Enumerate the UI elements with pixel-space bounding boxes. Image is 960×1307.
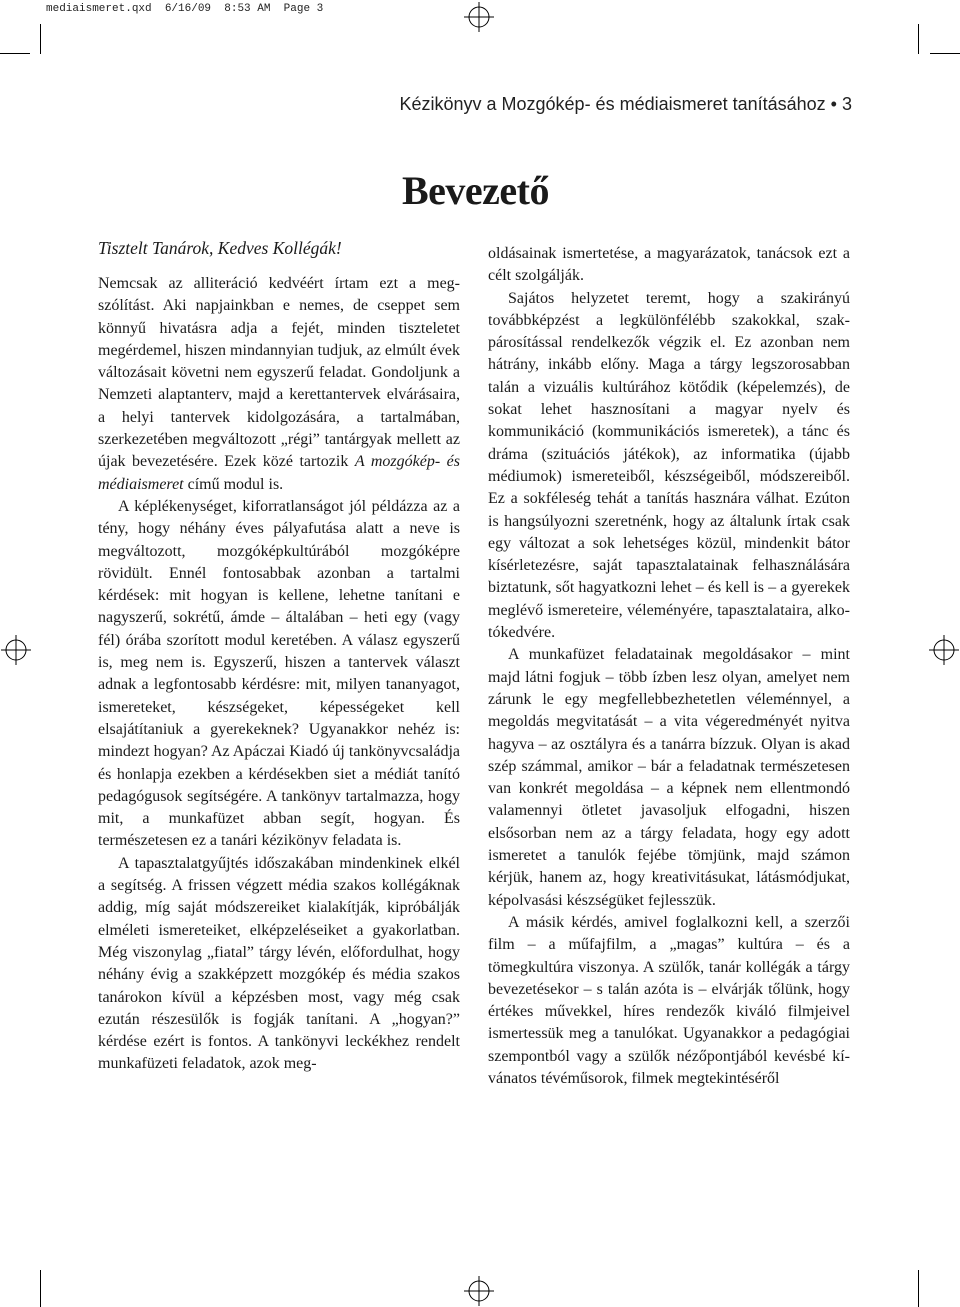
crop-mark-top-left bbox=[40, 24, 41, 54]
left-paragraph-2: A képlékenységet, kiforratlanságot jól példázza az a tény, hogy néhány éves pályafutása alatt a neve is megváltozott, mozgóképkultúrából mozgóképre rövidült. Ennél fontosabbak azonban a tartalmi kérdések: mit hogyan is kellene, lehetne tanítani e nagyszerű, sokrétű, ámde – általában – heti egy (vagy fél) órába szorított modul keretében. A válasz egyszerű is, meg nem is. Egyszerű, hiszen a tantervek választ adnak a legfontosabb kérdésre: mit, milyen tananyagot, ismereteket, készségeket, képességeket kell elsajátítaniuk a gyerekeknek? Ugyanakkor nehéz is: mindezt hogyan? Az Apáczai Kiadó új tankönyvcsaládja és honlapja ezekben a kérdésekben siet a médiát tanító pedagógusok segítségére. A tankönyv tartalmazza, hogy mit, a munkafüzet abban segít, hogyan. És természetesen ez a tanári kézikönyv feladata is. bbox=[98, 497, 460, 850]
print-slug-line bbox=[46, 3, 323, 15]
registration-mark-right bbox=[929, 635, 959, 665]
crop-mark-top-right bbox=[918, 24, 919, 54]
registration-mark-top bbox=[464, 2, 494, 32]
left-paragraph-1-text-b: című modul is. bbox=[183, 475, 284, 493]
running-head: Kézikönyv a Mozgókép- és médiaismeret tanításához • 3 bbox=[399, 94, 852, 114]
left-paragraph-1-text-a: Nemcsak az alliteráció kedvéért írtam ezt a megszólítást. Aki napjainkban e nemes, de cseppet sem könnyű hivatásra adja a fejét, minden tiszteletet megérdemel, hiszen mindannyian tudjuk, az elmúlt évek változásait követni nem egyszerű feladat. Gondoljunk a Nemzeti alaptanterv, majd a kerettantervek elvárásaira, a helyi tantervek kidolgozására, a tartalmában, szerkezetében megváltozott „régi” tantárgyak mellett az újak bevezetésére. Ezek közé tartozik bbox=[98, 275, 460, 471]
crop-mark-top-right-h bbox=[930, 53, 960, 54]
right-paragraph-2: A munkafüzet feladatainak megoldásakor – mint majd látni fogjuk – több ízben lesz olyan, amelyet nem zárunk le egy megfellebbezhetetlen véleménnyel, a megoldás megvitatását – a vita végeredményét nyitva hagyva – az osztályra és a tanárra bízzuk. Olyan is akad szép számmal, amikor – bár a feladatnak természetesen van konkrét megoldása – a képnek nem ellentmondó valamennyi ötletet javasoljuk elfogadni, hiszen elsősorban nem az a tárgy feladata, hogy egy adott ismeretet a tanulók fejébe tömjünk, majd számon kérjük, hanem az, hogy kreativitásukat, látásmódjukat, képolvasási készségüket fejlesszük. bbox=[488, 646, 850, 909]
registration-mark-left bbox=[1, 635, 31, 665]
left-column bbox=[98, 236, 460, 1076]
module-name-emphasis: A mozgókép- és médiaismeret bbox=[98, 453, 461, 493]
slug-date: 6/16/09 bbox=[164, 3, 212, 15]
crop-mark-top-left-h bbox=[0, 53, 30, 54]
right-paragraph-3: A másik kérdés, amivel foglalkozni kell, a szerzői film – a műfajfilm, a „magas” kultúra – és a tömegkultúra viszonya. A szülők, tanár kollégák a tárgy bevezetésekor – s talán azóta is – elvárják tőlünk, hogy értékes művekkel, híres rendezők kiváló filmjeivel ismertessük meg a tanulókat. Ugyanakkor a pedagógiai szempontból vagy a szülők nézőpontjából kevésbé kívánatos tévéműsorok, filmek megtekintéséről bbox=[488, 913, 850, 1087]
left-paragraph-1 bbox=[98, 273, 460, 496]
registration-mark-bottom bbox=[464, 1276, 494, 1306]
page-title: Bevezető bbox=[401, 167, 549, 213]
crop-mark-bottom-right bbox=[918, 1270, 919, 1307]
right-column bbox=[488, 243, 850, 1090]
slug-file: mediaismeret.qxd bbox=[46, 3, 152, 15]
crop-mark-bottom-left bbox=[40, 1270, 41, 1307]
right-paragraph-0: oldásainak ismertetése, a magyarázatok, tanácsok ezt a célt szolgálják. bbox=[488, 245, 850, 285]
left-paragraph-3: A tapasztalatgyűjtés időszakában mindenkinek elkél a segítség. A frissen végzett média szakos kollégáknak addig, míg saját módszereiket kialakítják, kipróbálják elméleti ismereteiket, elképzeléseiket a gyakorlatban. Még viszonylag „fiatal” tárgy lévén, előfordulhat, hogy néhány évig a szakképzett mozgókép és média szakos tanárokon kívül a képzésben most, vagy még csak ezután részesülők is fogják tanítani. A „hogyan?” kérdése ezért is fontos. A tankönyvi leckékhez rendelt munkafüzeti feladatok, azok meg- bbox=[98, 854, 460, 1073]
right-paragraph-1: Sajátos helyzetet teremt, hogy a szakirányú továbbképzést a legkülönfélébb szakokkal, szakpárosítással rendelkezők végzik el. Ez azonban nem hátrány, inkább előny. Maga a tárgy legszorosabban talán a vizuális kultúrához kötődik (képelemzés), de sokat lehet hasznosítani a magyar nyelv és kommunikáció (kommunikációs ismeretek), a tánc és dráma (szituációs játékok), az informatika (újabb médiumok) ismereteiből, készségeiből, módszereiből. Ez a sokféleség tehát a tanítás hasznára válhat. Ezúton is hangsúlyozni szeretnénk, hogy az általunk írtak csak egy változat a sok lehetséges közül, mindenkit bátor kísérletezésre, saját tapasztalatainak felhasználására biztatunk, sőt hagyatkozni lehet – és kell is – a gyerekek meglévő ismereteire, véleményére, tapasztalataira, alkotókedvére. bbox=[488, 289, 850, 642]
slug-time: 8:53 AM bbox=[224, 3, 271, 15]
slug-page: Page 3 bbox=[283, 3, 324, 15]
salutation: Tisztelt Tanárok, Kedves Kollégák! bbox=[98, 238, 342, 258]
